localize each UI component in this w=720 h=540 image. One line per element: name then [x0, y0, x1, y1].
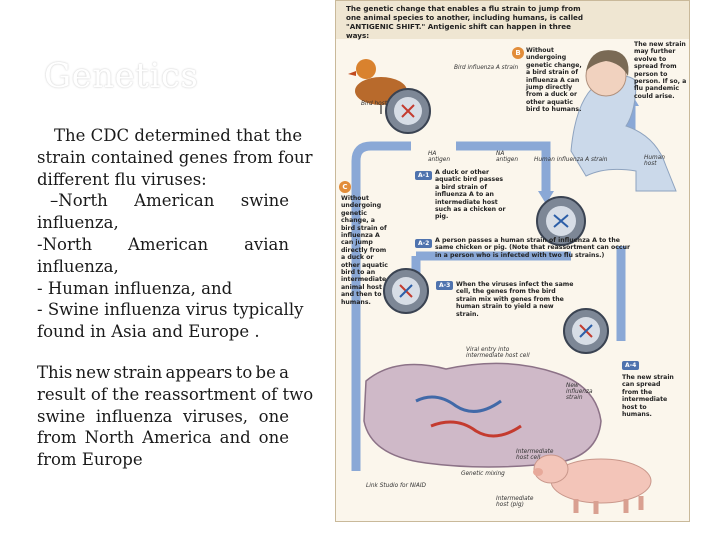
host-cell [364, 363, 601, 467]
genetic-mixing-label: Genetic mixing [461, 471, 505, 477]
step-a1-badge: A-1 [415, 171, 432, 180]
word: one [258, 406, 289, 426]
text-line: result of the reassortment of two [37, 384, 314, 404]
word: American [134, 191, 215, 211]
bird-head [356, 59, 376, 79]
body-paragraph-1 [37, 125, 313, 343]
step-a1-text: A duck or other aquatic bird passes a bird strain of influenza A to an intermediate host such as a chicken or pig. [435, 169, 506, 221]
word: North [84, 428, 135, 448]
text-line: influenza, [37, 213, 119, 233]
intermediate-host-label: Intermediate host (pig) [496, 496, 534, 508]
step-c-text: Without undergoing genetic change, a bird strain of influenza A can jump directly from a duck or other aquatic bird to an intermediate animal host and then to humans. [341, 195, 388, 306]
step-a2-text: A person passes a human strain of influenza A to the same chicken or pig. (Note that reassortment can occur in a person who is infected with two flu strains.) [435, 237, 631, 259]
step-c-badge: C [339, 181, 351, 193]
word: strain [113, 363, 163, 382]
word: avian [244, 234, 289, 254]
word: one [258, 428, 289, 448]
arrow-left-corner [356, 146, 411, 161]
body-paragraph-2 [37, 362, 314, 471]
text-line: - Human influenza, and [37, 278, 233, 298]
step-a3-badge: A-3 [436, 281, 453, 290]
word: new [75, 363, 111, 382]
step-b-text: Without undergoing genetic change, a bird strain of influenza A can jump directly from a duck or other aquatic bird to humans. [526, 47, 582, 114]
step-a3-text: When the viruses infect the same cell, the genes from the bird strain mix with genes from the human strain to yield a new strain. [456, 281, 574, 318]
word: appears [165, 363, 233, 382]
text-line: - Swine influenza virus typically [37, 300, 304, 320]
text-line: strain contained genes from four [37, 147, 313, 167]
word: America [142, 428, 212, 448]
word: from [37, 428, 77, 448]
figure-header-text: The genetic change that enables a flu strain to jump from one animal species to another, including humans, is called "ANTIGENIC SHIFT." Antigenic shift can happen in three ways: [346, 4, 584, 40]
word: influenza [95, 406, 173, 426]
text-line: found in Asia and Europe . [37, 322, 260, 342]
word: –North [50, 191, 108, 211]
human-strain-label: Human influenza A strain [534, 157, 608, 163]
virus-bird-strain [386, 89, 430, 133]
word: a [279, 363, 289, 382]
text-line [37, 234, 289, 256]
word: American [127, 234, 209, 254]
figure-credit: Link Studio for NIAID [366, 483, 427, 489]
word: swine [37, 406, 86, 426]
antigenic-shift-figure [335, 0, 690, 522]
word: and [219, 428, 251, 448]
text-line: different flu viruses: [37, 169, 207, 189]
step-top-right-text: The new strain may further evolve to spread from person to person. If so, a flu pandemic could arise. [634, 41, 687, 100]
viral-entry-label: Viral entry into intermediate host cell [466, 347, 530, 359]
na-antigen-label: NA antigen [496, 151, 519, 163]
bird-host-label: Bird host [361, 101, 388, 107]
virus-reassorted-strain [384, 269, 428, 313]
word: be [255, 363, 276, 382]
text-line: The CDC determined that the [54, 126, 303, 145]
text-line: from Europe [37, 450, 143, 470]
human-host-label: Human host [644, 155, 665, 167]
word: viruses, [182, 406, 249, 426]
text-line [37, 406, 289, 428]
text-line [37, 427, 289, 449]
text-line [37, 190, 289, 212]
step-b-badge: B [512, 47, 524, 59]
word: swine [240, 191, 289, 211]
slide-title: Genetics [44, 56, 199, 96]
bird-strain-label: Bird influenza A strain [454, 65, 519, 71]
step-a4-badge: A-4 [622, 361, 639, 370]
bird-beak [348, 71, 356, 76]
word: to [235, 363, 253, 382]
word: This [37, 363, 73, 382]
ha-antigen-label: HA antigen [428, 151, 451, 163]
text-line [37, 362, 289, 384]
word: -North [37, 234, 93, 254]
new-strain-label: New influenza strain [566, 383, 593, 401]
text-line: influenza, [37, 256, 119, 276]
step-a4-text: The new strain can spread from the intermediate host to humans. [622, 374, 674, 419]
step-a2-badge: A-2 [415, 239, 432, 248]
intermediate-cell-label: Intermediate host cell [516, 449, 554, 461]
pig-snout [533, 468, 543, 476]
